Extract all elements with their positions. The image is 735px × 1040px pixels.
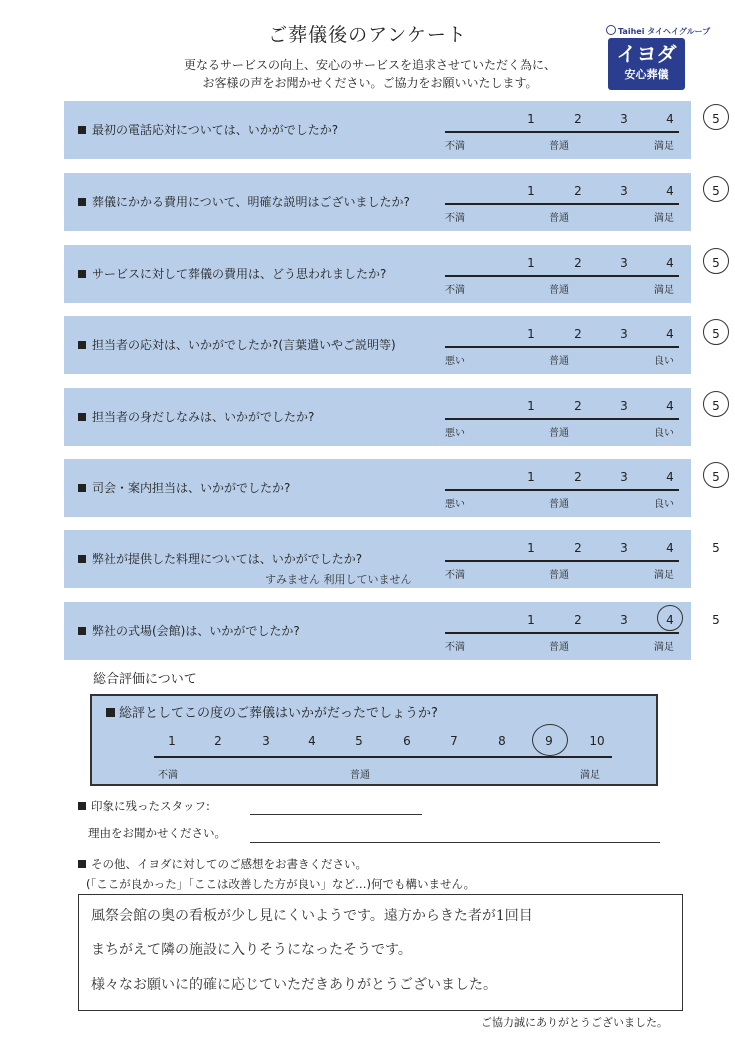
overall-mid-label: 普通	[350, 770, 370, 781]
comment-line-1: 風祭会館の奥の看板が少し見にくいようです。遠方からきた者が1回目	[91, 908, 533, 924]
scale-high-label: 満足	[654, 213, 674, 224]
question-text: 弊社の式場(会館)は、いかがでしたか?	[78, 622, 300, 639]
selection-circle[interactable]	[703, 104, 729, 130]
rating-option[interactable]: 1	[527, 327, 535, 341]
question-text: 担当者の応対は、いかがでしたか?(言葉遣いやご説明等)	[78, 336, 396, 353]
overall-rating-option[interactable]: 4	[308, 734, 316, 748]
rating-option[interactable]: 5	[712, 256, 720, 270]
scale-high-label: 良い	[654, 499, 674, 510]
question-panel	[64, 101, 720, 159]
question-text: 担当者の身だしなみは、いかがでしたか?	[78, 408, 314, 425]
scale-line	[445, 131, 679, 133]
rating-option[interactable]: 2	[574, 399, 582, 413]
scale-line	[445, 489, 679, 491]
comment-line-3: 様々なお願いに的確に応じていただきありがとうございました。	[91, 977, 497, 993]
overall-scale-line	[154, 756, 612, 758]
rating-scale	[439, 602, 720, 660]
selection-circle[interactable]	[657, 605, 683, 631]
scale-high-label: 満足	[654, 141, 674, 152]
rating-option[interactable]: 2	[574, 256, 582, 270]
question-text: 葬儀にかかる費用について、明確な説明はございましたか?	[78, 193, 410, 210]
bullet-square-icon	[78, 802, 86, 810]
rating-option[interactable]: 3	[620, 184, 628, 198]
question-panel	[64, 459, 720, 517]
question-panel	[64, 173, 720, 231]
overall-rating-option[interactable]: 3	[262, 734, 270, 748]
rating-option[interactable]: 3	[620, 112, 628, 126]
bullet-square-icon	[78, 555, 86, 563]
rating-option[interactable]: 3	[620, 541, 628, 555]
bullet-square-icon	[78, 860, 86, 868]
selection-circle[interactable]	[703, 248, 729, 274]
selection-circle[interactable]	[703, 462, 729, 488]
rating-option[interactable]: 4	[666, 112, 674, 126]
rating-scale	[439, 173, 720, 231]
overall-rating-option[interactable]: 8	[498, 734, 506, 748]
question-panel	[64, 245, 720, 303]
logo-tagline: 安心葬儀	[624, 68, 669, 81]
overall-rating-option[interactable]: 1	[168, 734, 176, 748]
scale-line	[445, 560, 679, 562]
overall-rating-option[interactable]: 9	[545, 734, 553, 748]
bullet-square-icon	[78, 627, 86, 635]
scale-line	[445, 632, 679, 634]
reason-field[interactable]	[250, 842, 660, 843]
rating-option[interactable]: 1	[527, 184, 535, 198]
question-text: 司会・案内担当は、いかがでしたか?	[78, 479, 290, 496]
thanks-message: ご協力誠にありがとうございました。	[481, 1016, 668, 1029]
rating-option[interactable]: 4	[666, 470, 674, 484]
rating-option[interactable]: 3	[620, 256, 628, 270]
scale-mid-label: 普通	[549, 141, 569, 152]
rating-option[interactable]: 4	[666, 541, 674, 555]
overall-rating-option[interactable]: 2	[214, 734, 222, 748]
overall-rating-option[interactable]: 7	[450, 734, 458, 748]
reason-prompt: 理由をお聞かせください。	[88, 826, 226, 840]
bullet-square-icon	[78, 126, 86, 134]
rating-option[interactable]: 2	[574, 613, 582, 627]
bullet-square-icon	[78, 341, 86, 349]
bullet-square-icon	[78, 484, 86, 492]
bullet-square-icon	[78, 198, 86, 206]
rating-option[interactable]: 3	[620, 327, 628, 341]
scale-low-label: 不満	[445, 213, 465, 224]
group-brand: Taihei タイヘイグループ	[606, 25, 710, 37]
comment-box[interactable]	[78, 894, 683, 1011]
rating-option[interactable]: 5	[712, 541, 720, 555]
logo-name: イヨダ	[616, 42, 677, 66]
question-text: 最初の電話応対については、いかがでしたか?	[78, 121, 338, 138]
overall-high-label: 満足	[580, 770, 600, 781]
scale-mid-label: 普通	[549, 285, 569, 296]
rating-scale	[439, 316, 720, 374]
overall-low-label: 不満	[158, 770, 178, 781]
rating-scale	[439, 245, 720, 303]
scale-mid-label: 普通	[549, 642, 569, 653]
intro-line-2: お客様の声をお聞かせください。ご協力をお願いいたします。	[202, 76, 538, 90]
scale-low-label: 不満	[445, 570, 465, 581]
rating-option[interactable]: 5	[712, 470, 720, 484]
rating-option[interactable]: 2	[574, 470, 582, 484]
rating-option[interactable]: 4	[666, 399, 674, 413]
staff-name-field[interactable]	[250, 814, 422, 815]
scale-low-label: 不満	[445, 141, 465, 152]
rating-option[interactable]: 5	[712, 399, 720, 413]
question-text: サービスに対して葬儀の費用は、どう思われましたか?	[78, 265, 386, 282]
question-panel	[64, 316, 720, 374]
comment-line-2: まちがえて隣の施設に入りそうになったそうです。	[91, 942, 412, 958]
bullet-square-icon	[106, 708, 115, 717]
rating-option[interactable]: 2	[574, 112, 582, 126]
bullet-square-icon	[78, 413, 86, 421]
scale-mid-label: 普通	[549, 570, 569, 581]
selection-circle[interactable]	[703, 176, 729, 202]
overall-rating-option[interactable]: 6	[403, 734, 411, 748]
rating-option[interactable]: 2	[574, 184, 582, 198]
overall-section-label: 総合評価について	[93, 672, 197, 687]
scale-low-label: 悪い	[445, 499, 465, 510]
scale-line	[445, 275, 679, 277]
rating-option[interactable]: 3	[620, 613, 628, 627]
rating-scale	[439, 388, 720, 446]
overall-rating-panel	[90, 694, 658, 786]
rating-option[interactable]: 2	[574, 541, 582, 555]
intro-line-1: 更なるサービスの向上、安心のサービスを追求させていただく為に、	[183, 58, 556, 72]
rating-option[interactable]: 4	[666, 327, 674, 341]
scale-mid-label: 普通	[549, 356, 569, 367]
scale-high-label: 良い	[654, 356, 674, 367]
question-panel	[64, 388, 720, 446]
selection-circle[interactable]	[703, 391, 729, 417]
handwritten-note: すみません 利用していません	[265, 573, 412, 586]
rating-option[interactable]: 1	[527, 112, 535, 126]
other-prompt-hint: (「ここが良かった」「ここは改善した方が良い」など…)何でも構いません。	[86, 877, 476, 891]
group-logo-icon	[606, 25, 616, 35]
scale-low-label: 不満	[445, 642, 465, 653]
scale-low-label: 悪い	[445, 356, 465, 367]
rating-scale	[439, 101, 720, 159]
rating-option[interactable]: 1	[527, 470, 535, 484]
scale-line	[445, 346, 679, 348]
rating-option[interactable]: 1	[527, 541, 535, 555]
rating-option[interactable]: 3	[620, 470, 628, 484]
scale-high-label: 満足	[654, 570, 674, 581]
rating-scale	[439, 530, 720, 588]
scale-line	[445, 203, 679, 205]
question-text: 弊社が提供した料理については、いかがでしたか?	[78, 550, 362, 567]
rating-option[interactable]: 4	[666, 256, 674, 270]
rating-option[interactable]: 1	[527, 256, 535, 270]
question-panel	[64, 602, 720, 660]
rating-option[interactable]: 5	[712, 327, 720, 341]
scale-mid-label: 普通	[549, 213, 569, 224]
overall-rating-option[interactable]: 10	[589, 734, 605, 748]
scale-high-label: 満足	[654, 285, 674, 296]
intro-text	[150, 56, 590, 92]
scale-mid-label: 普通	[549, 428, 569, 439]
selection-circle[interactable]	[703, 319, 729, 345]
rating-option[interactable]: 5	[712, 112, 720, 126]
rating-option[interactable]: 5	[712, 613, 720, 627]
scale-mid-label: 普通	[549, 499, 569, 510]
rating-option[interactable]: 4	[666, 613, 674, 627]
rating-option[interactable]: 5	[712, 184, 720, 198]
scale-line	[445, 418, 679, 420]
rating-option[interactable]: 1	[527, 613, 535, 627]
rating-option[interactable]: 4	[666, 184, 674, 198]
scale-high-label: 満足	[654, 642, 674, 653]
company-logo	[608, 38, 685, 90]
bullet-square-icon	[78, 270, 86, 278]
scale-high-label: 良い	[654, 428, 674, 439]
scale-low-label: 不満	[445, 285, 465, 296]
page-title: ご葬儀後のアンケート	[268, 24, 467, 46]
rating-option[interactable]: 1	[527, 399, 535, 413]
rating-scale	[439, 459, 720, 517]
staff-prompt: 印象に残ったスタッフ:	[78, 798, 210, 814]
overall-rating-option[interactable]: 5	[355, 734, 363, 748]
overall-question: 総評としてこの度のご葬儀はいかがだったでしょうか?	[106, 702, 438, 721]
rating-option[interactable]: 2	[574, 327, 582, 341]
rating-option[interactable]: 3	[620, 399, 628, 413]
scale-low-label: 悪い	[445, 428, 465, 439]
other-prompt: その他、イヨダに対してのご感想をお書きください。	[78, 856, 367, 872]
